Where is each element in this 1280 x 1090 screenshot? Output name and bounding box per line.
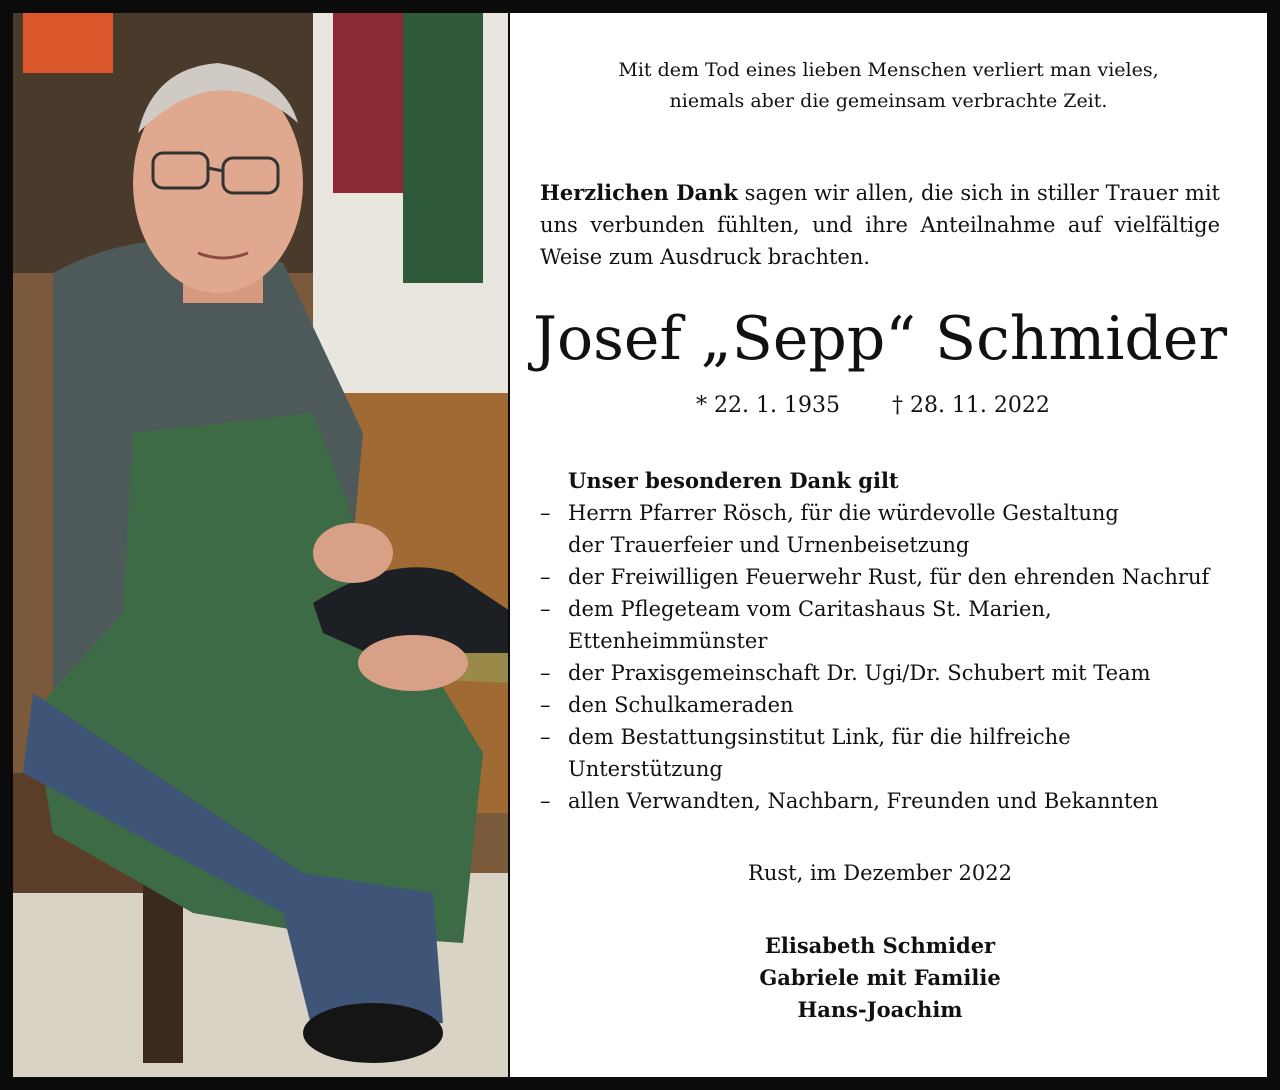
quote-line-2: niemals aber die gemeinsam verbrachte Zeit. <box>669 90 1108 112</box>
list-item-text: den Schulkameraden <box>568 693 794 717</box>
list-item-text: Herrn Pfarrer Rösch, für die würdevolle Gestaltung der Trauerfeier und Urnenbeisetzung <box>568 501 1119 557</box>
life-dates <box>696 389 1096 423</box>
deceased-name: Josef „Sepp“ Schmider <box>532 304 1228 374</box>
list-item-text: allen Verwandten, Nachbarn, Freunden und Bekannten <box>568 789 1159 813</box>
quote-line-1: Mit dem Tod eines lieben Menschen verliert man vieles, <box>618 59 1159 81</box>
dash-marker: – <box>540 501 551 525</box>
list-item <box>540 721 1240 785</box>
list-item <box>540 785 1240 817</box>
list-item <box>540 561 1240 593</box>
dash-marker: – <box>540 565 551 589</box>
portrait-photo <box>13 13 508 1077</box>
list-item-text: der Freiwilligen Feuerwehr Rust, für den ehrenden Nachruf <box>568 565 1210 589</box>
signer-name: Hans-Joachim <box>797 997 963 1022</box>
dash-marker: – <box>540 597 551 621</box>
memorial-quote <box>510 55 1267 117</box>
list-item-text: dem Pflegeteam vom Caritashaus St. Marien, Ettenheimmünster <box>568 597 1052 653</box>
list-item-text: dem Bestattungsinstitut Link, für die hilfreiche Unterstützung <box>568 725 1071 781</box>
dash-marker: – <box>540 725 551 749</box>
signer-name: Gabriele mit Familie <box>759 965 1001 990</box>
thanks-bold: Herzlichen Dank <box>540 180 738 205</box>
list-item-text: der Praxisgemeinschaft Dr. Ugi/Dr. Schubert mit Team <box>568 661 1151 685</box>
cobbler-portrait-image <box>13 13 508 1077</box>
dash-marker: – <box>540 789 551 813</box>
thanks-text: sagen wir allen, die sich in stiller Trauer mit uns verbunden fühlten, und ihre Anteilnahme auf vielfältige Weise zum Ausdruck brachten. <box>540 181 1220 269</box>
list-item <box>540 657 1240 689</box>
death-date: † 28. 11. 2022 <box>891 393 1050 418</box>
list-item <box>540 689 1240 721</box>
signer-name: Elisabeth Schmider <box>764 933 996 958</box>
place-and-date: Rust, im Dezember 2022 <box>748 861 1012 885</box>
signers-block <box>510 930 1250 1026</box>
thanks-paragraph <box>540 177 1220 273</box>
notice-text-panel <box>510 13 1267 1077</box>
dash-marker: – <box>540 661 551 685</box>
list-item <box>540 593 1240 657</box>
list-item <box>540 497 1240 561</box>
birth-date: * 22. 1. 1935 <box>696 393 840 418</box>
special-thanks-heading: Unser besonderen Dank gilt <box>568 468 899 493</box>
special-thanks-list <box>540 497 1240 817</box>
dash-marker: – <box>540 693 551 717</box>
